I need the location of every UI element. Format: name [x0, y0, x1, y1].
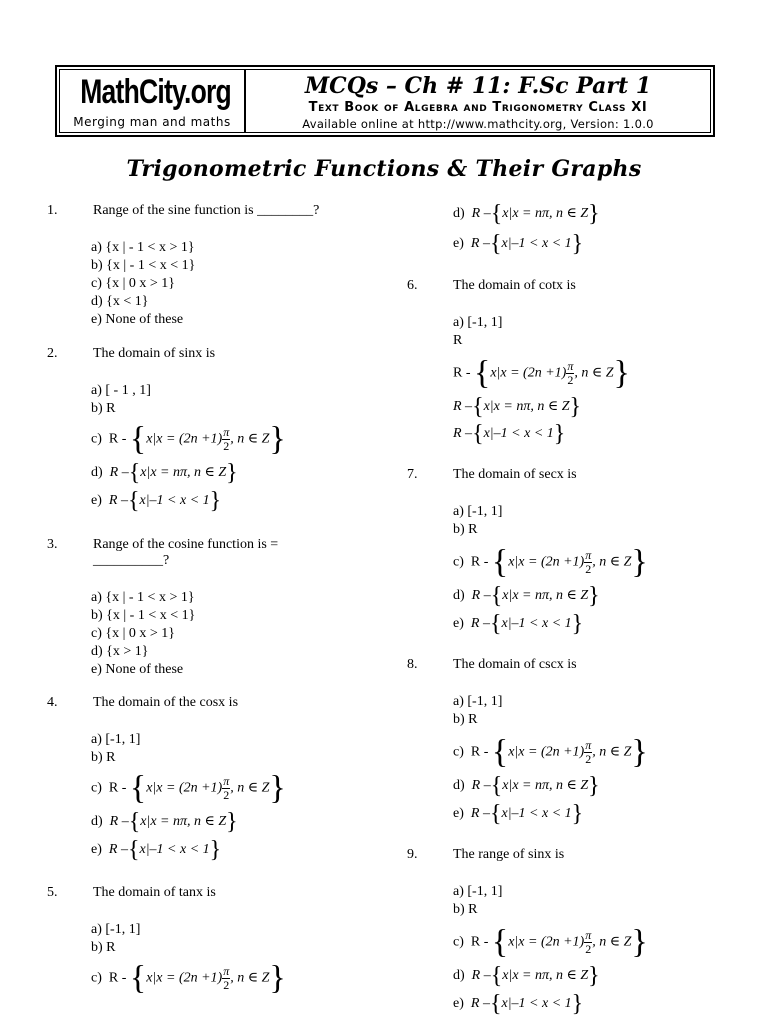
- question-text: The domain of tanx is: [93, 885, 216, 900]
- question-number: 2.: [47, 346, 58, 361]
- option-d: d) {x > 1}: [91, 644, 149, 659]
- option-c: c) R - {x|x = (2n +1) $\frac{\pi}{2}$ , n ∈ Z}: [91, 420, 286, 458]
- question-text: The domain of secx is: [453, 467, 577, 482]
- question-number: 3.: [47, 537, 58, 552]
- header-box: [55, 65, 715, 137]
- option-b: b) R: [453, 712, 478, 727]
- mcq-title: MCQs – Ch # 11: F.Sc Part 1: [304, 73, 652, 99]
- tagline: Merging man and maths: [73, 115, 231, 129]
- option-e: e) R –{x|–1 < x < 1}: [453, 800, 584, 827]
- option-c: c) {x | 0 x > 1}: [91, 626, 176, 641]
- option-b: b) {x | - 1 < x < 1}: [91, 608, 196, 623]
- option-d: d) R –{x|x = nπ, n ∈ Z}: [453, 772, 600, 799]
- option-a: a) [-1, 1]: [91, 732, 141, 747]
- option-c: c) R - {x|x = (2n +1) $\frac{\pi}{2}$ , n ∈ Z}: [453, 923, 648, 961]
- option-d: d) R –{x|x = nπ, n ∈ Z}: [91, 808, 238, 835]
- option-a: a) [ - 1 , 1]: [91, 383, 151, 398]
- question-number: 7.: [407, 467, 418, 482]
- question-text: Range of the cosine function is =: [93, 537, 279, 552]
- option-a: a) [-1, 1]: [453, 884, 503, 899]
- title-box: [246, 70, 710, 132]
- book-subtitle: Text Book of Algebra and Trigonometry Class XI: [308, 100, 648, 115]
- question-number: 8.: [407, 657, 418, 672]
- option-d: d) R –{x|x = nπ, n ∈ Z}: [453, 582, 600, 609]
- option-b: R: [453, 333, 463, 348]
- option-b: b) R: [91, 940, 116, 955]
- option-a: a) {x | - 1 < x > 1}: [91, 240, 195, 255]
- question-text: The domain of the cosx is: [93, 695, 239, 710]
- option-a: a) [-1, 1]: [453, 504, 503, 519]
- option-b: b) R: [453, 902, 478, 917]
- option-d: d) {x < 1}: [91, 294, 149, 309]
- question-text: The domain of cscx is: [453, 657, 577, 672]
- option-c: c) R - {x|x = (2n +1) $\frac{\pi}{2}$ , n ∈ Z}: [453, 733, 648, 771]
- document-title: Trigonometric Functions & Their Graphs: [126, 156, 642, 182]
- option-c: R - {x|x = (2n +1) $\frac{\pi}{2}$ , n ∈ Z}: [453, 354, 630, 392]
- question-number: 6.: [407, 278, 418, 293]
- option-e: e) None of these: [91, 312, 184, 327]
- option-c: c) {x | 0 x > 1}: [91, 276, 176, 291]
- option-a: a) {x | - 1 < x > 1}: [91, 590, 195, 605]
- option-d: d) R –{x|x = nπ, n ∈ Z}: [453, 200, 600, 227]
- option-b: b) R: [91, 401, 116, 416]
- option-e: R –{x|–1 < x < 1}: [453, 420, 566, 447]
- option-e: e) R –{x|–1 < x < 1}: [453, 990, 584, 1017]
- question-text: Range of the sine function is ________?: [93, 203, 320, 218]
- option-b: b) R: [91, 750, 116, 765]
- option-d: R –{x|x = nπ, n ∈ Z}: [453, 393, 582, 420]
- availability-note: Available online at http://www.mathcity.org, Version: 1.0.0: [302, 117, 654, 131]
- option-a: a) [-1, 1]: [91, 922, 141, 937]
- option-e: e) R –{x|–1 < x < 1}: [453, 230, 584, 257]
- logo-box: [60, 70, 246, 132]
- question-text: The range of sinx is: [453, 847, 565, 862]
- option-a: a) [-1, 1]: [453, 694, 503, 709]
- option-d: d) R –{x|x = nπ, n ∈ Z}: [91, 459, 238, 486]
- site-logo[interactable]: MathCity.org: [80, 73, 231, 111]
- question-text-line2: __________?: [93, 553, 170, 568]
- option-e: e) None of these: [91, 662, 184, 677]
- question-number: 4.: [47, 695, 58, 710]
- option-a: a) [-1, 1]: [453, 315, 503, 330]
- question-number: 5.: [47, 885, 58, 900]
- question-text: The domain of cotx is: [453, 278, 576, 293]
- option-c: c) R - {x|x = (2n +1) $\frac{\pi}{2}$ , n ∈ Z}: [453, 543, 648, 581]
- question-text: The domain of sinx is: [93, 346, 216, 361]
- option-b: b) R: [453, 522, 478, 537]
- question-number: 9.: [407, 847, 418, 862]
- option-e: e) R –{x|–1 < x < 1}: [91, 487, 222, 514]
- option-e: e) R –{x|–1 < x < 1}: [91, 836, 222, 863]
- option-b: b) {x | - 1 < x < 1}: [91, 258, 196, 273]
- option-c: c) R - {x|x = (2n +1) $\frac{\pi}{2}$ , n ∈ Z}: [91, 769, 286, 807]
- header-inner-frame: [59, 69, 711, 133]
- question-number: 1.: [47, 203, 58, 218]
- option-e: e) R –{x|–1 < x < 1}: [453, 610, 584, 637]
- option-c: c) R - {x|x = (2n +1) $\frac{\pi}{2}$ , n ∈ Z}: [91, 959, 286, 997]
- option-d: d) R –{x|x = nπ, n ∈ Z}: [453, 962, 600, 989]
